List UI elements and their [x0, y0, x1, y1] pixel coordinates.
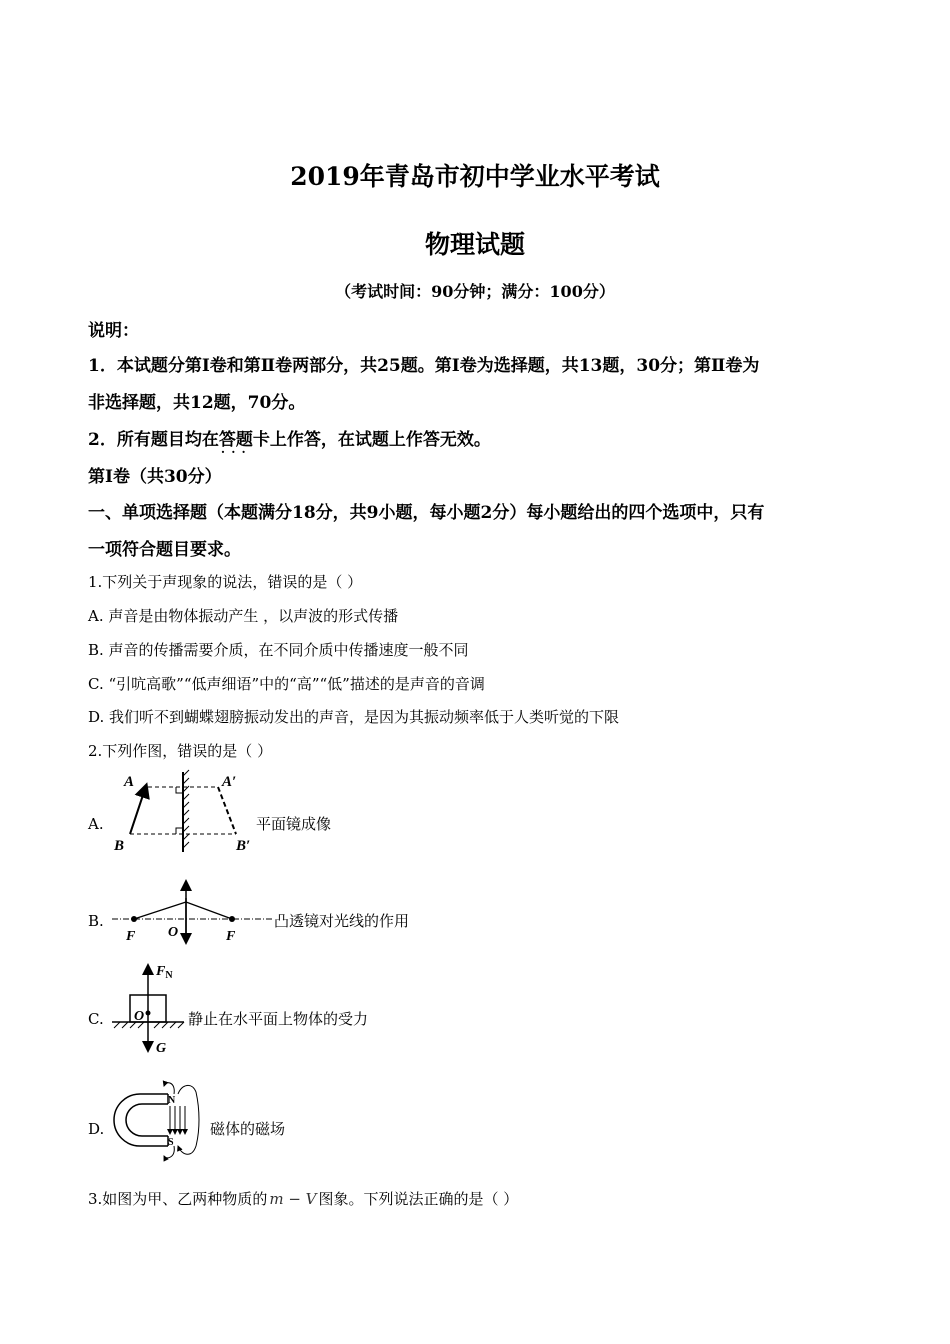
image-line	[218, 787, 236, 834]
magnet-field-figure	[108, 1076, 208, 1164]
q2-option-a-caption: 平面镜成像	[256, 815, 332, 833]
q2-stem: 2.下列作图，错误的是（ ）	[88, 742, 273, 760]
notes-label: 说明：	[88, 321, 139, 341]
label-fn-main: F	[156, 964, 166, 979]
note-2-after: 上作答，在试题上作答无效。	[269, 430, 491, 450]
label-fn	[155, 964, 173, 981]
label-b-prime: B′	[236, 838, 251, 854]
note-2	[88, 425, 491, 450]
note-2-before: 2．所有题目均在	[88, 430, 219, 450]
label-s-pole: S	[168, 1137, 174, 1148]
label-fn-sub: N	[165, 970, 173, 981]
section-1-heading: 第Ⅰ卷（共30分）	[88, 467, 222, 487]
object-arrow	[130, 786, 146, 834]
refracted-ray	[186, 902, 232, 919]
label-f-right: F	[226, 929, 236, 944]
q2-option-b-caption: 凸透镜对光线的作用	[274, 912, 410, 930]
label-b: B	[114, 838, 125, 854]
magnet-inner	[126, 1104, 168, 1136]
note-2-emphasis: 答题卡 · · ·	[219, 430, 270, 450]
q2-option-d-caption: 磁体的磁场	[210, 1120, 286, 1138]
part-1-line-2: 一项符合题目要求。	[88, 540, 241, 560]
label-n-pole: N	[168, 1095, 176, 1106]
label-g: G	[156, 1041, 167, 1056]
center-point	[146, 1011, 151, 1016]
q2-option-c-label: C.	[88, 1010, 104, 1028]
ground-hatching	[114, 1022, 184, 1028]
q1-option-d: D. 我们听不到蝴蝶翅膀振动发出的声音，是因为其振动频率低于人类听觉的下限	[88, 708, 620, 726]
label-a-prime: A′	[222, 774, 237, 790]
label-f-left: F	[126, 929, 136, 944]
right-angle-bottom	[176, 828, 183, 834]
q3-stem-math: m − V	[269, 1190, 317, 1208]
q2-option-a-label: A.	[88, 815, 104, 833]
plane-mirror-figure	[108, 768, 258, 860]
q2-option-b-label: B.	[88, 912, 104, 930]
q1-option-c: C. “引吭高歌”“低声细语”中的“高”“低”描述的是声音的音调	[88, 675, 485, 693]
exam-info: （考试时间：90分钟；满分：100分）	[335, 282, 615, 301]
q1-option-a: A. 声音是由物体振动产生 ，以声波的形式传播	[88, 607, 399, 625]
q1-stem: 1.下列关于声现象的说法，错误的是（ ）	[88, 573, 363, 591]
part-1-line-1: 一、单项选择题（本题满分18分，共9小题，每小题2分）每小题给出的四个选项中，只有	[88, 503, 765, 523]
incident-ray	[134, 902, 186, 919]
q3-stem-after: 图象。下列说法正确的是（ ）	[318, 1190, 519, 1208]
q3-stem	[88, 1188, 518, 1209]
q1-option-b: B. 声音的传播需要介质，在不同介质中传播速度一般不同	[88, 641, 469, 659]
label-o-block: O	[134, 1009, 145, 1024]
label-o-lens: O	[168, 925, 179, 940]
note-1-line-1: 1．本试题分第Ⅰ卷和第Ⅱ卷两部分，共25题。第Ⅰ卷为选择题，共13题，30分；第Ⅱ卷为	[88, 356, 760, 376]
magnet-outer	[114, 1094, 168, 1146]
force-diagram-figure	[108, 960, 188, 1056]
subject-title: 物理试题	[424, 230, 525, 259]
q2-option-d-label: D.	[88, 1120, 105, 1138]
right-angle-top	[176, 787, 183, 793]
q3-stem-before: 3.如图为甲、乙两种物质的	[88, 1190, 268, 1208]
exam-title: 2019年青岛市初中学业水平考试	[290, 162, 660, 191]
convex-lens-figure	[108, 878, 278, 946]
note-1-line-2: 非选择题，共12题，70分。	[88, 393, 306, 413]
label-a: A	[124, 774, 135, 790]
q2-option-c-caption: 静止在水平面上物体的受力	[188, 1010, 369, 1028]
